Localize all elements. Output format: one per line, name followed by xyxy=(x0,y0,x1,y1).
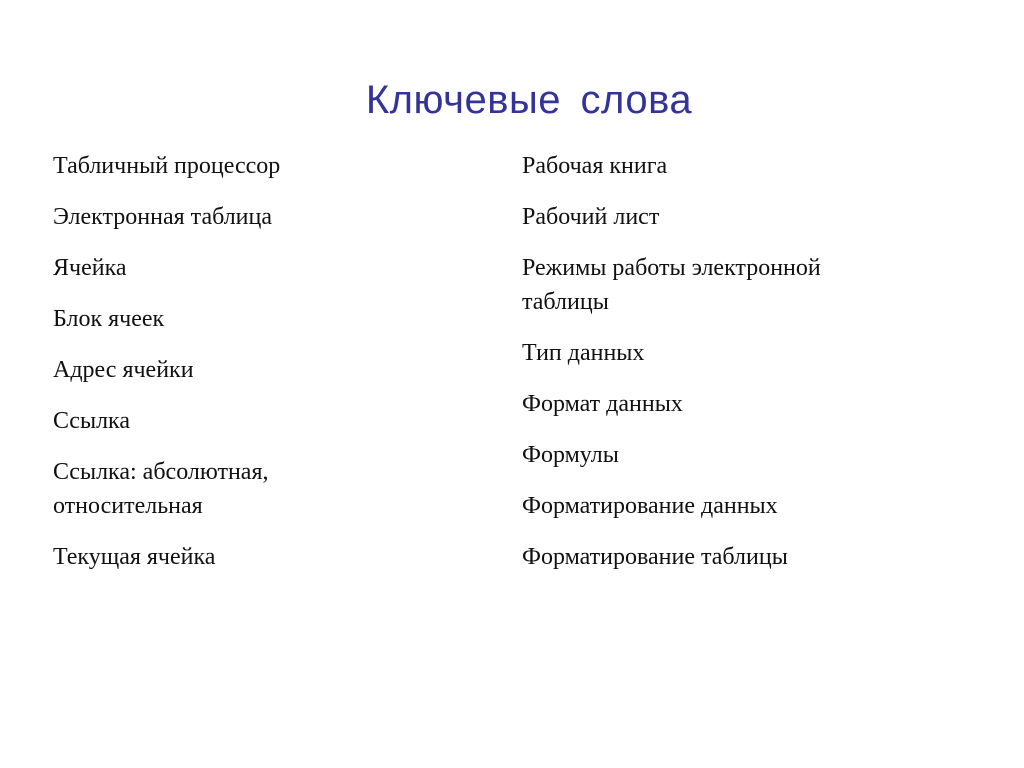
keyword-item: Рабочая книга xyxy=(522,153,668,179)
keyword-item: Табличный процессор xyxy=(53,153,281,179)
keyword-item: Рабочий лист xyxy=(522,204,660,230)
keyword-item: Режимы работы электронной таблицы xyxy=(522,255,821,315)
keyword-item: Электронная таблица xyxy=(53,204,273,230)
slide-title: Ключевые слова xyxy=(365,78,693,122)
keyword-item: Тип данных xyxy=(522,340,645,366)
keyword-item: Блок ячеек xyxy=(53,306,165,332)
keywords-right-column xyxy=(522,149,962,591)
keyword-item: Форматирование таблицы xyxy=(522,544,788,570)
keyword-item: Адрес ячейки xyxy=(53,357,194,383)
keyword-item: Ячейка xyxy=(53,255,127,281)
keyword-item: Форматирование данных xyxy=(522,493,778,519)
keywords-left-column xyxy=(53,149,483,591)
keyword-item: Формулы xyxy=(522,442,619,468)
keyword-item: Текущая ячейка xyxy=(53,544,216,570)
keyword-item: Формат данных xyxy=(522,391,683,417)
keyword-item: Ссылка: абсолютная, относительная xyxy=(53,459,269,519)
keyword-item: Ссылка xyxy=(53,408,131,434)
